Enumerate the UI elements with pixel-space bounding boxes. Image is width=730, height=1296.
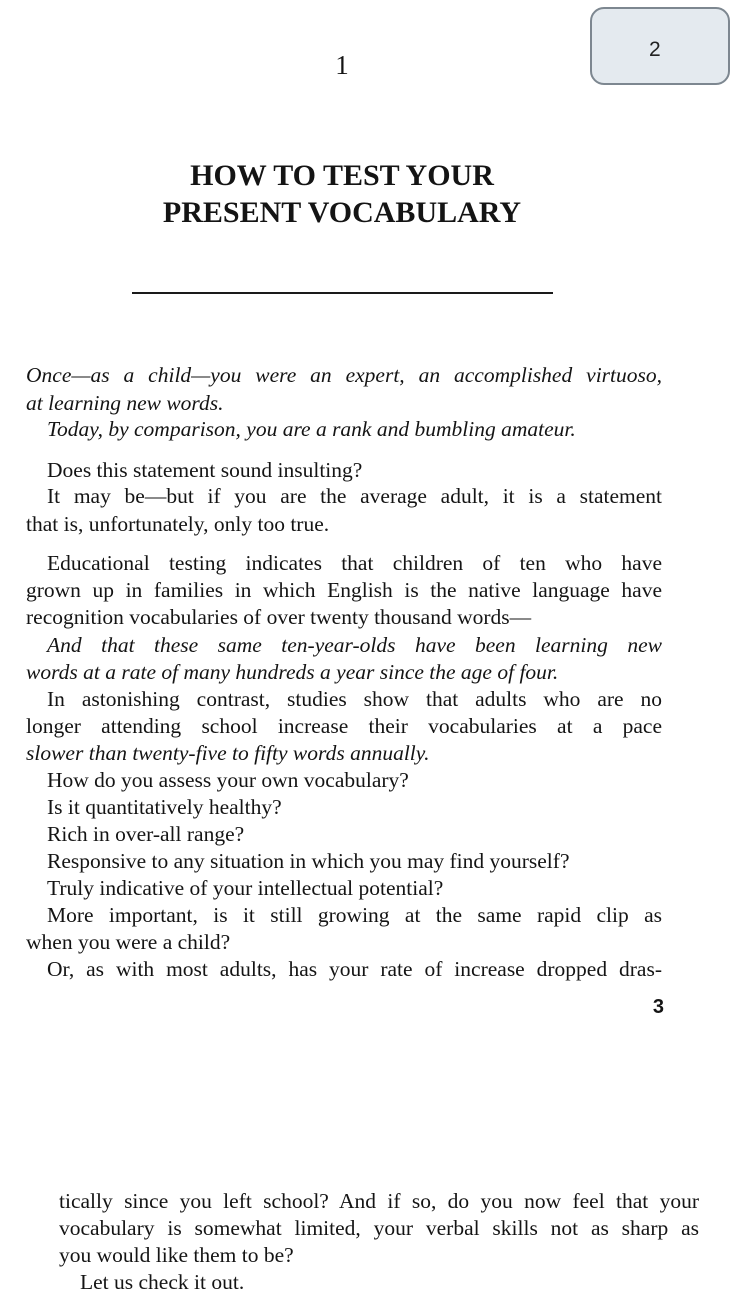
body-line: words at a rate of many hundreds a year since the age of four. (26, 660, 559, 684)
body-line: It may be—but if you are the average adult, it is a statement (47, 484, 662, 508)
body-line: vocabulary is somewhat limited, your verbal skills not as sharp as (59, 1216, 699, 1240)
chapter-number: 1 (335, 50, 349, 80)
body-line: Once—as a child—you were an expert, an accomplished virtuoso, (26, 363, 662, 387)
body-line: Rich in over-all range? (47, 822, 245, 846)
chapter-title-line-1: HOW TO TEST YOUR (190, 159, 494, 192)
chapter-title (0, 157, 684, 231)
body-line: Educational testing indicates that children of ten who have (47, 551, 662, 575)
body-line: longer attending school increase their vocabularies at a pace (26, 714, 662, 738)
chapter-title-line-2: PRESENT VOCABULARY (162, 196, 522, 229)
body-line: In astonishing contrast, studies show that adults who are no (47, 687, 662, 711)
body-line: when you were a child? (26, 930, 231, 954)
body-line: recognition vocabularies of over twenty thousand words— (26, 605, 532, 629)
body-line: How do you assess your own vocabulary? (47, 768, 409, 792)
body-line: grown up in families in which English is the native language have (26, 578, 662, 602)
body-line: slower than twenty-five to fifty words annually. (26, 741, 430, 765)
body-line: Responsive to any situation in which you may find yourself? (47, 849, 570, 873)
body-line: Truly indicative of your intellectual potential? (47, 876, 444, 900)
body-line: Does this statement sound insulting? (47, 458, 363, 482)
body-line: Today, by comparison, you are a rank and bumbling amateur. (47, 417, 576, 441)
body-line: And that these same ten-year-olds have been learning new (47, 633, 662, 657)
body-line: that is, unfortunately, only too true. (26, 512, 330, 536)
page-indicator-label: 2 (649, 38, 661, 61)
body-line-cut-off: Let us check it out. (80, 1270, 245, 1294)
body-line: Or, as with most adults, has your rate of increase dropped dras- (47, 957, 662, 981)
page-number: 3 (652, 996, 664, 1018)
body-line: More important, is it still growing at the same rapid clip as (47, 903, 662, 927)
body-line: Is it quantitatively healthy? (47, 795, 282, 819)
body-line: you would like them to be? (59, 1243, 294, 1267)
body-line: tically since you left school? And if so, do you now feel that your (59, 1189, 699, 1213)
title-divider (132, 292, 553, 294)
body-line: at learning new words. (26, 391, 224, 415)
